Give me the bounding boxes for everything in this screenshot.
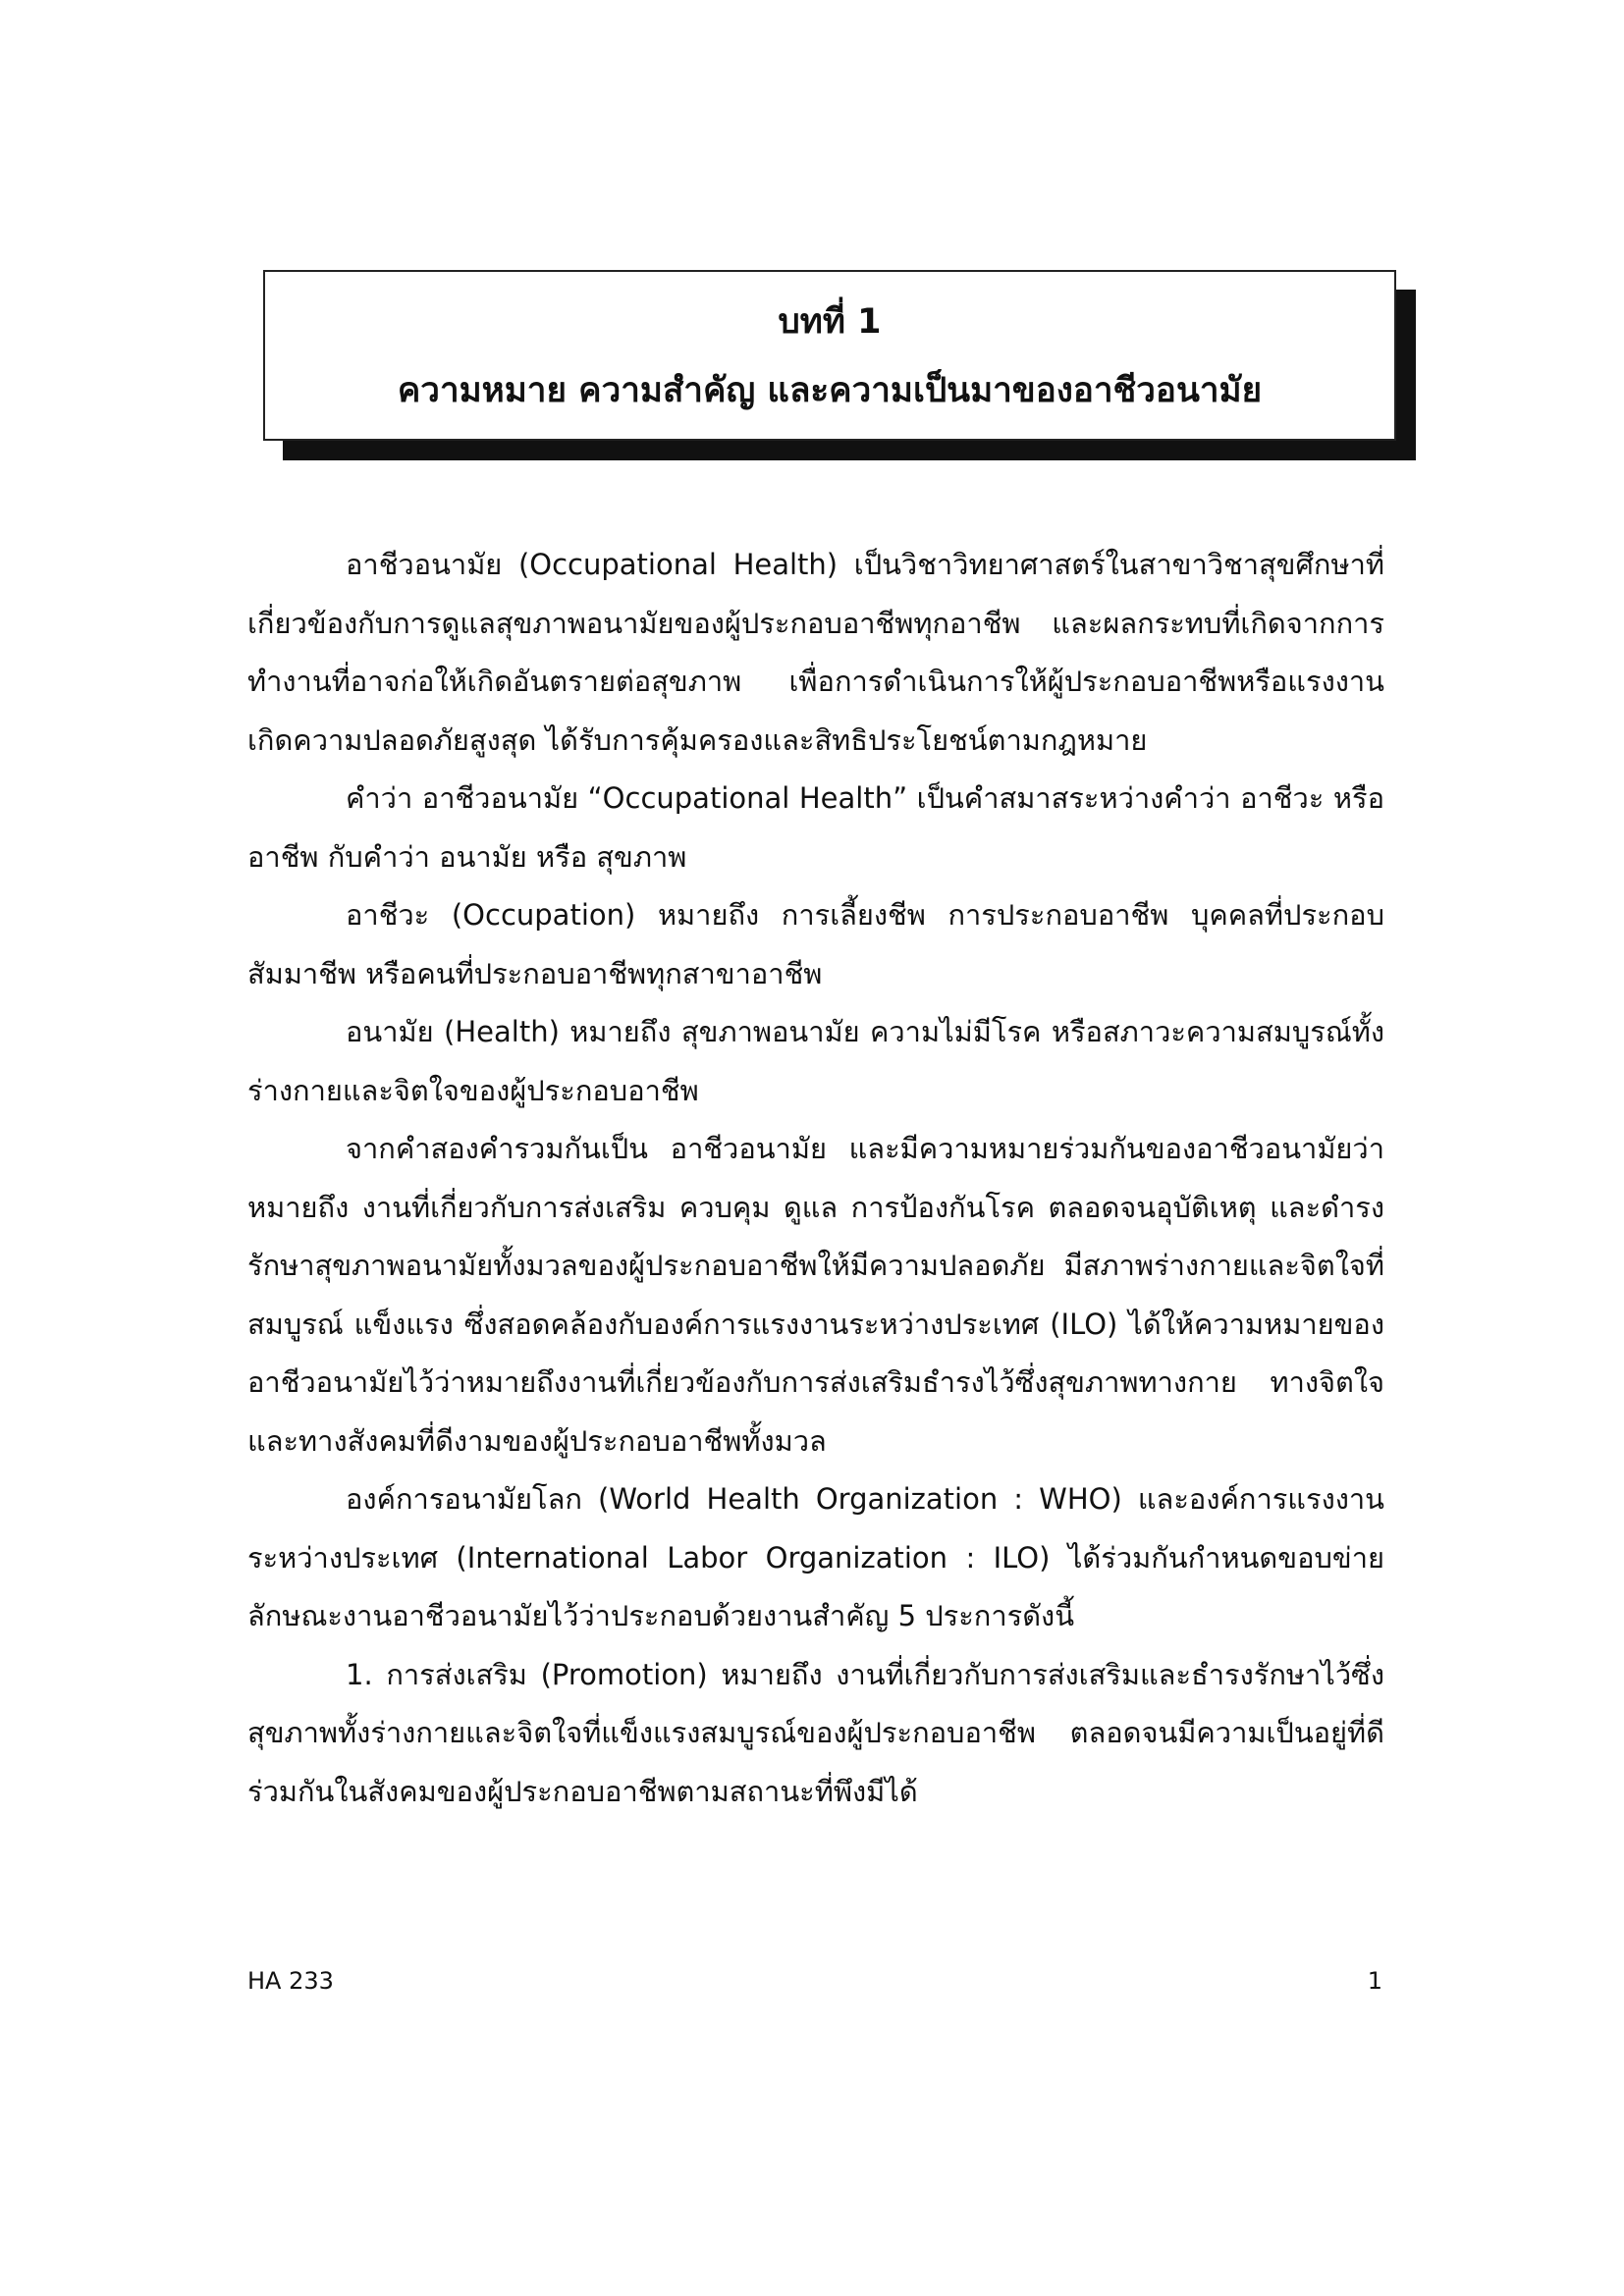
footer-page-number: 1 (1367, 1967, 1382, 1995)
paragraph-combined-meaning: จากคำสองคำรวมกันเป็น อาชีวอนามัย และมีความหมายร่วมกันของอาชีวอนามัยว่า หมายถึง งานที่เกี่ยวกับการส่งเสริม ควบคุม ดูแล การป้องกันโรค ตลอดจนอุบัติเหตุ และดำรงรักษาสุขภาพอนามัยทั้งมวลของผู้ประกอบอาชีพให้มีความปลอดภัย มีสภาพร่างกายและจิตใจที่สมบูรณ์ แข็งแรง ซึ่งสอดคล้องกับองค์การแรงงานระหว่างประเทศ (ILO) ได้ให้ความหมายของอาชีวอนามัยไว้ว่าหมายถึงงานที่เกี่ยวข้องกับการส่งเสริมธำรงไว้ซึ่งสุขภาพทางกาย ทางจิตใจ และทางสังคมที่ดีงามของผู้ประกอบอาชีพทั้งมวล (247, 1132, 1384, 1458)
paragraph-definition: อาชีวอนามัย (Occupational Health) เป็นวิชาวิทยาศาสตร์ในสาขาวิชาสุขศึกษาที่เกี่ยวข้องกับการดูแลสุขภาพอนามัยของผู้ประกอบอาชีพทุกอาชีพ และผลกระทบที่เกิดจากการทำงานที่อาจก่อให้เกิดอันตรายต่อสุขภาพ เพื่อการดำเนินการให้ผู้ประกอบอาชีพหรือแรงงานเกิดความปลอดภัยสูงสุด ได้รับการคุ้มครองและสิทธิประโยชน์ตามกฎหมาย (247, 548, 1384, 757)
body-text (247, 536, 1384, 1821)
paragraph-who-ilo: องค์การอนามัยโลก (World Health Organization : WHO) และองค์การแรงงานระหว่างประเทศ (International Labor Organization : ILO) ได้ร่วมกันกำหนดขอบข่ายลักษณะงานอาชีวอนามัยไว้ว่าประกอบด้วยงานสำคัญ 5 ประการดังนี้ (247, 1482, 1384, 1632)
chapter-title: ความหมาย ความสำคัญ และความเป็นมาของอาชีวอนามัย (397, 371, 1263, 410)
chapter-number: บทที่ 1 (778, 302, 882, 342)
paragraph-promotion: 1. การส่งเสริม (Promotion) หมายถึง งานที่เกี่ยวกับการส่งเสริมและธำรงรักษาไว้ซึ่งสุขภาพทั้งร่างกายและจิตใจที่แข็งแรงสมบูรณ์ของผู้ประกอบอาชีพ ตลอดจนมีความเป็นอยู่ที่ดีร่วมกันในสังคมของผู้ประกอบอาชีพตามสถานะที่พึงมีได้ (247, 1657, 1384, 1808)
paragraph-health: อนามัย (Health) หมายถึง สุขภาพอนามัย ความไม่มีโรค หรือสภาวะความสมบูรณ์ทั้งร่างกายและจิตใจของผู้ประกอบอาชีพ (247, 1015, 1384, 1107)
paragraph-occupation: อาชีวะ (Occupation) หมายถึง การเลี้ยงชีพ การประกอบอาชีพ บุคคลที่ประกอบสัมมาชีพ หรือคนที่ประกอบอาชีพทุกสาขาอาชีพ (247, 898, 1384, 990)
paragraph-term: คำว่า อาชีวอนามัย “Occupational Health” เป็นคำสมาสระหว่างคำว่า อาชีวะ หรือ อาชีพ กับคำว่า อนามัย หรือ สุขภาพ (247, 781, 1384, 874)
footer-course-code: HA 233 (247, 1967, 334, 1995)
chapter-heading-box (263, 270, 1396, 441)
